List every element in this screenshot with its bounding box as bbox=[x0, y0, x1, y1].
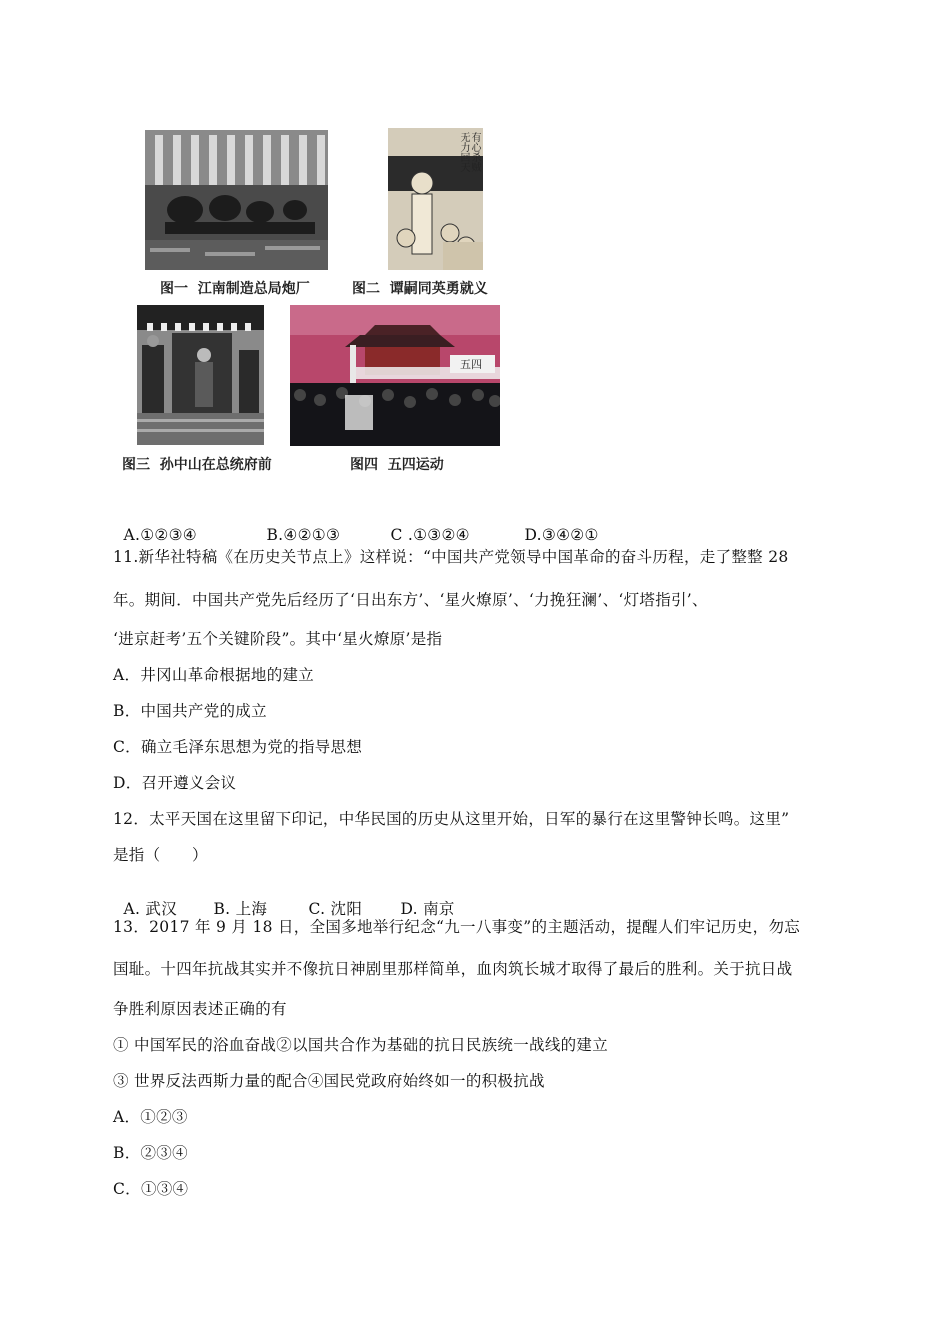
figure-4-banner-text: 五四 bbox=[460, 358, 482, 371]
q13-option-b[interactable]: B．②③④ bbox=[113, 1144, 188, 1162]
figure-sun-yatsen-photo bbox=[137, 305, 264, 445]
q11-option-a[interactable]: A．井冈山革命根据地的建立 bbox=[113, 666, 315, 684]
q13-stem-line-3: 争胜利原因表述正确的有 bbox=[113, 1000, 287, 1018]
q10-option-a[interactable]: A.①②③④ bbox=[123, 526, 197, 544]
q10-options bbox=[113, 508, 599, 544]
figure-4-caption: 图四 五四运动 bbox=[350, 457, 444, 473]
q11-option-b[interactable]: B．中国共产党的成立 bbox=[113, 702, 267, 720]
figure-tan-sitong-illustration bbox=[388, 128, 483, 270]
q12-stem-line-1: 12．太平天国在这里留下印记，中华民国的历史从这里开始，日军的暴行在这里警钟长鸣。这里” bbox=[113, 810, 790, 828]
q10-option-c[interactable]: C .①③②④ bbox=[390, 526, 470, 544]
q12-option-a[interactable]: A. 武汉 bbox=[123, 900, 178, 918]
q11-option-c[interactable]: C．确立毛泽东思想为党的指导思想 bbox=[113, 738, 363, 756]
q13-stem-line-2: 国耻。十四年抗战其实并不像抗日神剧里那样简单，血肉筑长城才取得了最后的胜利。关于抗日战 bbox=[113, 960, 793, 978]
figure-2-inscription: 有心杀贼 无力回天 bbox=[458, 132, 480, 172]
q13-statement-3-4: ③ 世界反法西斯力量的配合④国民党政府始终如一的积极抗战 bbox=[113, 1072, 545, 1090]
q12-stem-line-2: 是指（ ） bbox=[113, 846, 208, 864]
q13-option-c[interactable]: C．①③④ bbox=[113, 1180, 189, 1198]
figure-3-caption: 图三 孙中山在总统府前 bbox=[122, 457, 272, 473]
figure-may-fourth-painting bbox=[290, 305, 500, 446]
q11-stem-line-1: 11.新华社特稿《在历史关节点上》这样说：“中国共产党领导中国革命的奋斗历程，走了整整 28 bbox=[113, 548, 789, 566]
figure-jiangnan-arsenal-photo bbox=[145, 130, 328, 270]
q11-stem-line-2: 年。期间．中国共产党先后经历了‘日出东方’、‘星火燎原’、‘力挽狂澜’、‘灯塔指引’、 bbox=[113, 591, 708, 609]
figure-1-caption: 图一 江南制造总局炮厂 bbox=[160, 281, 310, 297]
q10-option-b[interactable]: B.④②①③ bbox=[266, 526, 341, 544]
q12-option-c[interactable]: C. 沈阳 bbox=[308, 900, 363, 918]
q11-stem-line-3: ‘进京赶考’五个关键阶段”。其中‘星火燎原’是指 bbox=[113, 630, 443, 648]
figure-2-caption: 图二 谭嗣同英勇就义 bbox=[352, 281, 488, 297]
q12-option-d[interactable]: D. 南京 bbox=[400, 900, 455, 918]
q12-option-b[interactable]: B. 上海 bbox=[213, 900, 268, 918]
q12-options bbox=[113, 879, 455, 919]
q11-option-d[interactable]: D．召开遵义会议 bbox=[113, 774, 237, 792]
q13-option-a[interactable]: A．①②③ bbox=[113, 1108, 188, 1126]
q10-option-d[interactable]: D.③④②① bbox=[524, 526, 599, 544]
q13-stem-line-1: 13．2017 年 9 月 18 日，全国多地举行纪念“九一八事变”的主题活动，提醒人们牢记历史，勿忘 bbox=[113, 918, 801, 936]
q13-statement-1-2: ① 中国军民的浴血奋战②以国共合作为基础的抗日民族统一战线的建立 bbox=[113, 1036, 609, 1054]
